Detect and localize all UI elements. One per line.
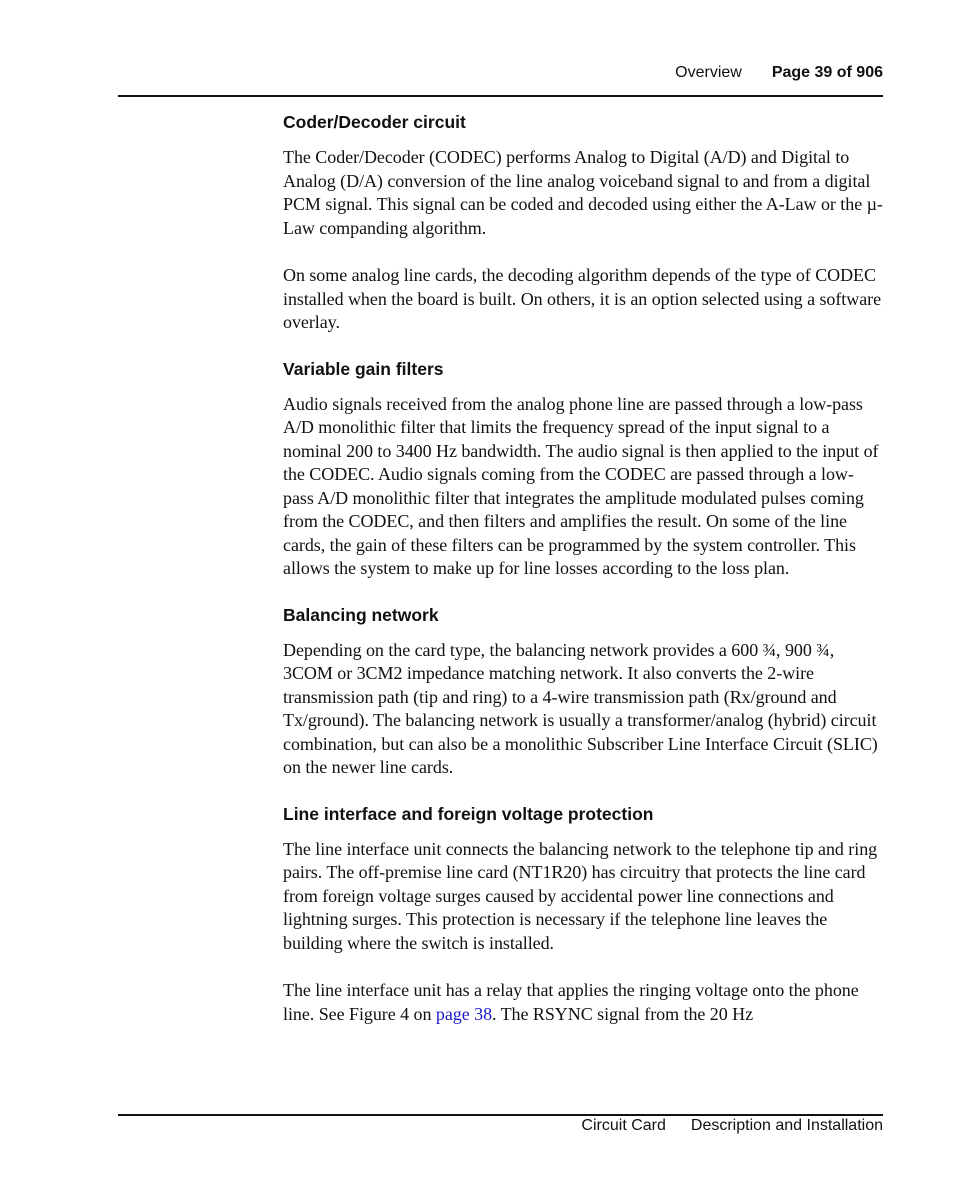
section-title: Variable gain filters (283, 358, 444, 379)
section-balancing-network (283, 603, 883, 780)
header-rule (118, 95, 883, 97)
page-38-link[interactable]: page 38 (435, 1003, 493, 1024)
section-title: Coder/Decoder circuit (283, 112, 466, 132)
paragraph: The Coder/Decoder (CODEC) performs Analog to Digital (A/D) and Digital to Analog (D/A) conversion of the line analog voiceband signal to and from a digital PCM signal. This signal can be coded and decoded using either the A-Law or the µ-Law companding algorithm. (283, 147, 883, 238)
text-after-link: . The RSYNC signal from the 20 Hz (492, 1003, 754, 1024)
page-footer (581, 1117, 883, 1135)
paragraph: Depending on the card type, the balancing network provides a 600 ¾, 900 ¾, 3COM or 3CM2 impedance matching network. It also converts the 2-wire transmission path (tip and ring) to a 4-wire transmission path (Rx/ground and Tx/ground). The balancing network is usually a transformer/analog (hybrid) circuit combination, but can also be a monolithic Subscriber Line Interface Circuit (SLIC) on the newer line cards. (283, 639, 878, 777)
page-content (283, 110, 883, 1026)
header-page-number: Page 39 of 906 (771, 64, 883, 81)
section-line-interface (283, 802, 883, 1027)
footer-right: Description and Installation (690, 1117, 883, 1134)
paragraph: On some analog line cards, the decoding algorithm depends of the type of CODEC installed when the board is built. On others, it is an option selected using a software overlay. (283, 265, 882, 332)
section-title: Balancing network (283, 604, 439, 625)
section-title: Line interface and foreign voltage protection (283, 803, 654, 824)
footer-left: Circuit Card (581, 1117, 666, 1134)
footer-rule (118, 1114, 883, 1116)
section-coder-decoder (283, 110, 883, 335)
section-variable-gain-filters (283, 357, 883, 581)
paragraph: The line interface unit connects the balancing network to the telephone tip and ring pairs. The off-premise line card (NT1R20) has circuitry that protects the line card from foreign voltage surges caused by accidental power line connections and lightning surges. This protection is necessary if the telephone line leaves the building where the switch is installed. (283, 838, 878, 953)
page-header (675, 64, 883, 82)
text-before-link: The line interface unit has a relay that applies the ringing voltage onto the phone line. See Figure 4 on (283, 980, 859, 1024)
paragraph: Audio signals received from the analog phone line are passed through a low-pass A/D monolithic filter that limits the frequency spread of the input signal to a nominal 200 to 3400 Hz bandwidth. The audio signal is then applied to the input of the CODEC. Audio signals coming from the CODEC are passed through a low-pass A/D monolithic filter that integrates the amplitude modulated pulses coming from the CODEC, and then filters and amplifies the result. On some of the line cards, the gain of these filters can be programmed by the system controller. This allows the system to make up for line losses according to the loss plan. (283, 393, 879, 578)
header-section: Overview (675, 64, 742, 81)
paragraph-with-link (283, 979, 883, 1026)
